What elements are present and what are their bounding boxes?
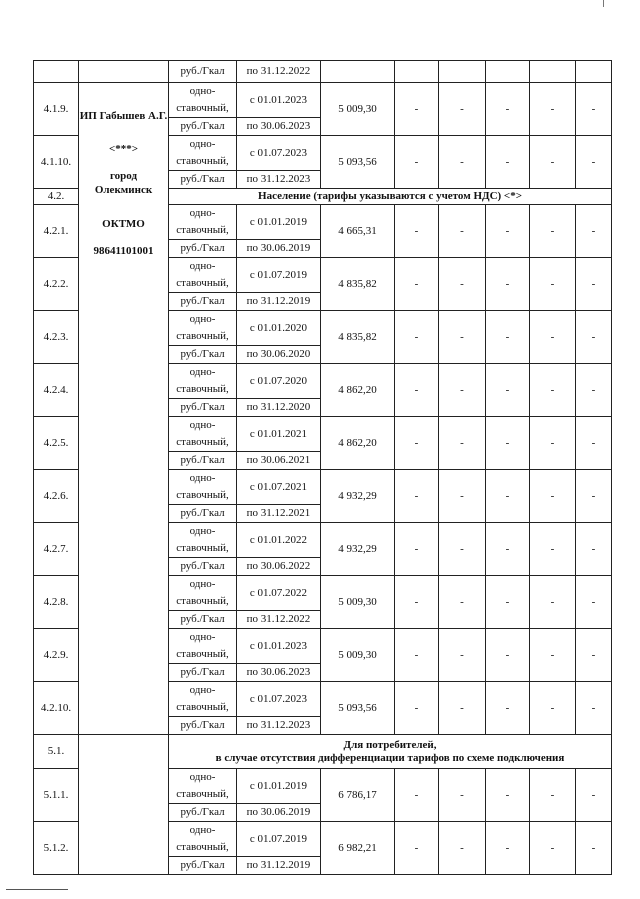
unit-line-1: одно- bbox=[189, 525, 216, 537]
unit-line-2: ставочный, bbox=[176, 788, 229, 800]
tariff-value: 6 786,17 bbox=[321, 769, 395, 822]
dash-cell: - bbox=[395, 470, 439, 523]
dash-cell: - bbox=[439, 205, 486, 258]
dash-cell: - bbox=[576, 136, 612, 189]
tariff-table bbox=[33, 60, 612, 875]
tariff-value: 5 009,30 bbox=[321, 83, 395, 136]
unit-line-3: руб./Гкал bbox=[169, 117, 236, 135]
unit-line-3: руб./Гкал bbox=[169, 716, 236, 734]
unit-stack bbox=[169, 364, 236, 416]
unit-cell bbox=[169, 470, 237, 523]
period-from: с 01.01.2023 bbox=[249, 94, 308, 106]
period-cell bbox=[237, 205, 321, 258]
unit-line-3: руб./Гкал bbox=[169, 504, 236, 522]
unit-cell bbox=[169, 205, 237, 258]
table-row bbox=[34, 83, 612, 136]
row-number: 5.1.2. bbox=[34, 822, 79, 875]
dash-cell: - bbox=[576, 576, 612, 629]
period-stack bbox=[237, 822, 320, 874]
unit-line-1: одно- bbox=[189, 138, 216, 150]
dash-cell: - bbox=[576, 417, 612, 470]
unit-stack bbox=[169, 682, 236, 734]
empty-cell bbox=[576, 61, 612, 83]
period-stack bbox=[237, 311, 320, 363]
row-number: 4.2.9. bbox=[34, 629, 79, 682]
dash-cell: - bbox=[439, 258, 486, 311]
period-from: с 01.07.2021 bbox=[249, 481, 308, 493]
dash-cell: - bbox=[486, 769, 530, 822]
dash-cell: - bbox=[486, 417, 530, 470]
dash-cell: - bbox=[439, 682, 486, 735]
unit-line-3: руб./Гкал bbox=[169, 451, 236, 469]
section-title-line-1: Для потребителей, bbox=[343, 738, 437, 751]
period-from: с 01.01.2019 bbox=[249, 216, 308, 228]
unit-line-2: ставочный, bbox=[176, 224, 229, 236]
unit-stack bbox=[169, 205, 236, 257]
unit-stack bbox=[169, 83, 236, 135]
unit-line-3: руб./Гкал bbox=[169, 803, 236, 821]
row-number: 4.2.4. bbox=[34, 364, 79, 417]
unit-stack bbox=[169, 629, 236, 681]
row-number: 4.2.2. bbox=[34, 258, 79, 311]
dash-cell: - bbox=[576, 205, 612, 258]
row-number: 5.1.1. bbox=[34, 769, 79, 822]
unit-cell bbox=[169, 576, 237, 629]
dash-cell: - bbox=[530, 258, 576, 311]
dash-cell: - bbox=[486, 311, 530, 364]
dash-cell: - bbox=[395, 769, 439, 822]
row-number: 4.2.7. bbox=[34, 523, 79, 576]
unit-stack bbox=[169, 523, 236, 575]
dash-cell: - bbox=[395, 576, 439, 629]
row-number-empty bbox=[34, 61, 79, 83]
dash-cell: - bbox=[576, 682, 612, 735]
org-city-label: город bbox=[109, 170, 138, 182]
dash-cell: - bbox=[530, 136, 576, 189]
tariff-value: 4 665,31 bbox=[321, 205, 395, 258]
unit-cell bbox=[169, 417, 237, 470]
unit-line-3: руб./Гкал bbox=[169, 345, 236, 363]
unit-cell: руб./Гкал bbox=[169, 61, 237, 83]
period-stack bbox=[237, 136, 320, 188]
dash-cell: - bbox=[395, 258, 439, 311]
period-from: с 01.01.2019 bbox=[249, 780, 308, 792]
unit-line-3: руб./Гкал bbox=[169, 292, 236, 310]
dash-cell: - bbox=[576, 769, 612, 822]
tariff-value: 4 862,20 bbox=[321, 364, 395, 417]
period-to: по 31.12.2023 bbox=[237, 716, 320, 734]
dash-cell: - bbox=[395, 523, 439, 576]
dash-cell: - bbox=[439, 136, 486, 189]
dash-cell: - bbox=[530, 629, 576, 682]
period-from: с 01.07.2020 bbox=[249, 375, 308, 387]
dash-cell: - bbox=[576, 470, 612, 523]
dash-cell: - bbox=[439, 822, 486, 875]
dash-cell: - bbox=[439, 629, 486, 682]
unit-cell bbox=[169, 258, 237, 311]
period-to: по 31.12.2022 bbox=[237, 610, 320, 628]
dash-cell: - bbox=[395, 629, 439, 682]
period-from: с 01.07.2023 bbox=[249, 147, 308, 159]
dash-cell: - bbox=[486, 523, 530, 576]
org-placeholder: <***> bbox=[108, 143, 139, 155]
dash-cell: - bbox=[486, 136, 530, 189]
table-row-partial bbox=[34, 61, 612, 83]
unit-line-2: ставочный, bbox=[176, 155, 229, 167]
unit-line-2: ставочный, bbox=[176, 648, 229, 660]
dash-cell: - bbox=[530, 83, 576, 136]
dash-cell: - bbox=[395, 682, 439, 735]
dash-cell: - bbox=[530, 470, 576, 523]
unit-line-2: ставочный, bbox=[176, 542, 229, 554]
period-cell: по 31.12.2022 bbox=[237, 61, 321, 83]
tariff-value: 4 835,82 bbox=[321, 311, 395, 364]
unit-stack bbox=[169, 576, 236, 628]
dash-cell: - bbox=[530, 682, 576, 735]
dash-cell: - bbox=[395, 822, 439, 875]
dash-cell: - bbox=[486, 364, 530, 417]
dash-cell: - bbox=[576, 822, 612, 875]
dash-cell: - bbox=[439, 417, 486, 470]
unit-line-1: одно- bbox=[189, 824, 216, 836]
unit-line-3: руб./Гкал bbox=[169, 663, 236, 681]
tariff-value: 4 835,82 bbox=[321, 258, 395, 311]
dash-cell: - bbox=[395, 136, 439, 189]
section-title-line-2: в случае отсутствия дифференциации тарифов по схеме подключения bbox=[215, 751, 565, 764]
unit-line-3: руб./Гкал bbox=[169, 398, 236, 416]
unit-stack bbox=[169, 311, 236, 363]
unit-line-1: одно- bbox=[189, 313, 216, 325]
section-number: 4.2. bbox=[34, 189, 79, 205]
period-to: по 30.06.2021 bbox=[237, 451, 320, 469]
org-oktmo: 98641101001 bbox=[93, 245, 154, 257]
dash-cell: - bbox=[439, 523, 486, 576]
section-title bbox=[169, 735, 612, 769]
unit-line-2: ставочный, bbox=[176, 701, 229, 713]
period-from: с 01.01.2020 bbox=[249, 322, 308, 334]
unit-cell bbox=[169, 822, 237, 875]
unit-line-1: одно- bbox=[189, 472, 216, 484]
period-from: с 01.07.2019 bbox=[249, 269, 308, 281]
unit-line-3: руб./Гкал bbox=[169, 856, 236, 874]
period-cell bbox=[237, 822, 321, 875]
org-city: Олекминск bbox=[94, 184, 153, 196]
unit-line-3: руб./Гкал bbox=[169, 610, 236, 628]
unit-line-2: ставочный, bbox=[176, 436, 229, 448]
org-cell-top bbox=[79, 61, 169, 83]
period-stack bbox=[237, 417, 320, 469]
tariff-value: 5 009,30 bbox=[321, 629, 395, 682]
dash-cell: - bbox=[486, 822, 530, 875]
unit-line-1: одно- bbox=[189, 85, 216, 97]
dash-cell: - bbox=[395, 83, 439, 136]
period-cell bbox=[237, 258, 321, 311]
period-from: с 01.01.2022 bbox=[249, 534, 308, 546]
period-to: по 31.12.2023 bbox=[237, 170, 320, 188]
period-to: по 30.06.2019 bbox=[237, 803, 320, 821]
unit-line-1: одно- bbox=[189, 207, 216, 219]
org-name: ИП Габышев А.Г. bbox=[79, 110, 168, 122]
period-stack bbox=[237, 629, 320, 681]
unit-line-2: ставочный, bbox=[176, 277, 229, 289]
dash-cell: - bbox=[486, 205, 530, 258]
dash-cell: - bbox=[486, 576, 530, 629]
unit-cell bbox=[169, 629, 237, 682]
period-to: по 30.06.2020 bbox=[237, 345, 320, 363]
period-stack bbox=[237, 258, 320, 310]
unit-cell bbox=[169, 136, 237, 189]
empty-cell bbox=[530, 61, 576, 83]
footnote-rule bbox=[6, 889, 68, 890]
unit-line-2: ставочный, bbox=[176, 489, 229, 501]
period-cell bbox=[237, 311, 321, 364]
unit-cell bbox=[169, 769, 237, 822]
tariff-value: 4 862,20 bbox=[321, 417, 395, 470]
period-cell bbox=[237, 136, 321, 189]
empty-cell bbox=[439, 61, 486, 83]
unit-stack bbox=[169, 470, 236, 522]
unit-stack bbox=[169, 822, 236, 874]
unit-cell bbox=[169, 523, 237, 576]
dash-cell: - bbox=[486, 629, 530, 682]
unit-cell bbox=[169, 83, 237, 136]
period-stack bbox=[237, 769, 320, 821]
empty-cell bbox=[486, 61, 530, 83]
dash-cell: - bbox=[530, 769, 576, 822]
unit-line-3: руб./Гкал bbox=[169, 557, 236, 575]
row-number: 4.2.10. bbox=[34, 682, 79, 735]
period-cell bbox=[237, 364, 321, 417]
unit-line-3: руб./Гкал bbox=[169, 170, 236, 188]
dash-cell: - bbox=[530, 364, 576, 417]
dash-cell: - bbox=[486, 682, 530, 735]
dash-cell: - bbox=[576, 629, 612, 682]
row-number: 4.2.8. bbox=[34, 576, 79, 629]
unit-line-2: ставочный, bbox=[176, 330, 229, 342]
unit-line-3: руб./Гкал bbox=[169, 239, 236, 257]
row-number: 4.1.9. bbox=[34, 83, 79, 136]
unit-line-1: одно- bbox=[189, 578, 216, 590]
unit-line-2: ставочный, bbox=[176, 383, 229, 395]
period-stack bbox=[237, 523, 320, 575]
dash-cell: - bbox=[576, 83, 612, 136]
period-cell bbox=[237, 83, 321, 136]
unit-line-1: одно- bbox=[189, 684, 216, 696]
row-number: 4.1.10. bbox=[34, 136, 79, 189]
tariff-value: 6 982,21 bbox=[321, 822, 395, 875]
period-to: по 30.06.2022 bbox=[237, 557, 320, 575]
period-to: по 31.12.2019 bbox=[237, 292, 320, 310]
row-number: 4.2.1. bbox=[34, 205, 79, 258]
tariff-value: 5 009,30 bbox=[321, 576, 395, 629]
page-edge-mark bbox=[603, 0, 604, 7]
dash-cell: - bbox=[395, 417, 439, 470]
dash-cell: - bbox=[439, 311, 486, 364]
row-number: 4.2.3. bbox=[34, 311, 79, 364]
period-to: по 31.12.2019 bbox=[237, 856, 320, 874]
dash-cell: - bbox=[486, 470, 530, 523]
unit-line-1: одно- bbox=[189, 366, 216, 378]
period-stack bbox=[237, 576, 320, 628]
section-title: Население (тарифы указываются с учетом НДС) <*> bbox=[169, 189, 612, 205]
period-stack bbox=[237, 470, 320, 522]
section-header-row bbox=[34, 735, 612, 769]
dash-cell: - bbox=[439, 769, 486, 822]
dash-cell: - bbox=[395, 311, 439, 364]
period-to: по 31.12.2020 bbox=[237, 398, 320, 416]
row-number: 4.2.6. bbox=[34, 470, 79, 523]
dash-cell: - bbox=[439, 364, 486, 417]
dash-cell: - bbox=[530, 205, 576, 258]
dash-cell: - bbox=[486, 83, 530, 136]
period-cell bbox=[237, 769, 321, 822]
period-from: с 01.01.2023 bbox=[249, 640, 308, 652]
tariff-value-empty bbox=[321, 61, 395, 83]
empty-cell bbox=[395, 61, 439, 83]
unit-stack bbox=[169, 417, 236, 469]
dash-cell: - bbox=[530, 523, 576, 576]
dash-cell: - bbox=[395, 364, 439, 417]
dash-cell: - bbox=[439, 83, 486, 136]
dash-cell: - bbox=[530, 576, 576, 629]
period-cell bbox=[237, 629, 321, 682]
dash-cell: - bbox=[486, 258, 530, 311]
unit-line-2: ставочный, bbox=[176, 102, 229, 114]
period-to: по 30.06.2019 bbox=[237, 239, 320, 257]
unit-stack bbox=[169, 136, 236, 188]
dash-cell: - bbox=[576, 311, 612, 364]
section-number: 5.1. bbox=[34, 735, 79, 769]
unit-cell bbox=[169, 364, 237, 417]
period-cell bbox=[237, 470, 321, 523]
period-cell bbox=[237, 417, 321, 470]
period-cell bbox=[237, 682, 321, 735]
dash-cell: - bbox=[395, 205, 439, 258]
dash-cell: - bbox=[439, 576, 486, 629]
tariff-value: 5 093,56 bbox=[321, 682, 395, 735]
period-stack bbox=[237, 205, 320, 257]
tariff-value: 5 093,56 bbox=[321, 136, 395, 189]
period-from: с 01.07.2019 bbox=[249, 833, 308, 845]
period-stack bbox=[237, 83, 320, 135]
unit-line-1: одно- bbox=[189, 260, 216, 272]
row-number: 4.2.5. bbox=[34, 417, 79, 470]
dash-cell: - bbox=[530, 417, 576, 470]
unit-line-2: ставочный, bbox=[176, 595, 229, 607]
unit-line-1: одно- bbox=[189, 631, 216, 643]
unit-line-2: ставочный, bbox=[176, 841, 229, 853]
dash-cell: - bbox=[576, 258, 612, 311]
period-to: по 30.06.2023 bbox=[237, 663, 320, 681]
tariff-value: 4 932,29 bbox=[321, 470, 395, 523]
unit-cell bbox=[169, 311, 237, 364]
unit-cell bbox=[169, 682, 237, 735]
org-oktmo-label: ОКТМО bbox=[102, 218, 145, 230]
organization-cell-empty bbox=[79, 735, 169, 875]
period-to: по 30.06.2023 bbox=[237, 117, 320, 135]
unit-stack bbox=[169, 769, 236, 821]
dash-cell: - bbox=[576, 364, 612, 417]
period-cell bbox=[237, 523, 321, 576]
period-stack bbox=[237, 682, 320, 734]
period-from: с 01.01.2021 bbox=[249, 428, 308, 440]
dash-cell: - bbox=[576, 523, 612, 576]
dash-cell: - bbox=[530, 822, 576, 875]
period-from: с 01.07.2023 bbox=[249, 693, 308, 705]
organization-cell bbox=[79, 83, 169, 735]
dash-cell: - bbox=[439, 470, 486, 523]
unit-line-1: одно- bbox=[189, 771, 216, 783]
period-to: по 31.12.2021 bbox=[237, 504, 320, 522]
period-from: с 01.07.2022 bbox=[249, 587, 308, 599]
unit-line-1: одно- bbox=[189, 419, 216, 431]
dash-cell: - bbox=[530, 311, 576, 364]
period-stack bbox=[237, 364, 320, 416]
unit-stack bbox=[169, 258, 236, 310]
period-cell bbox=[237, 576, 321, 629]
tariff-value: 4 932,29 bbox=[321, 523, 395, 576]
